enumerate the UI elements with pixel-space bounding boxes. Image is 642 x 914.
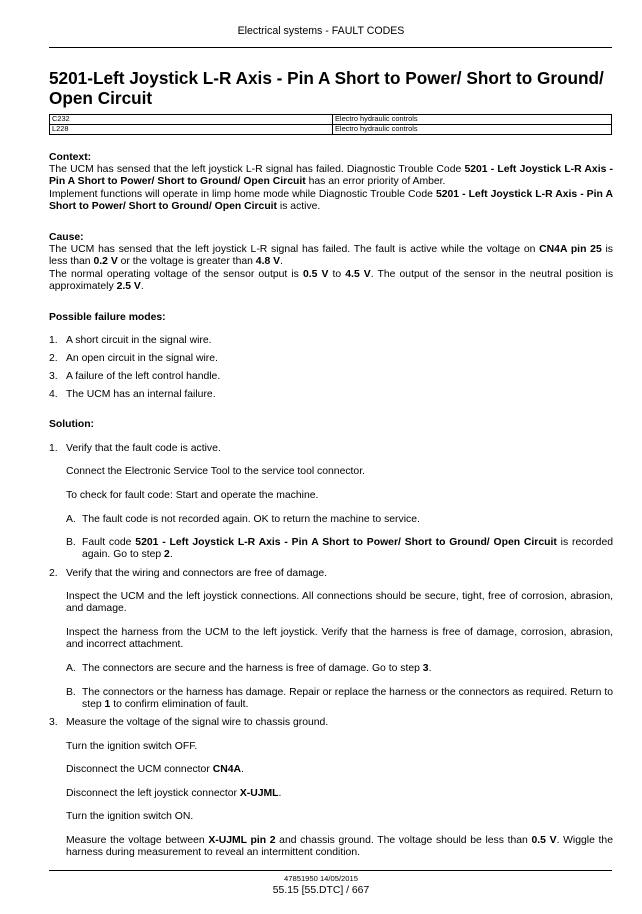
step-1-instruction: To check for fault code: Start and operate the machine.	[66, 490, 319, 501]
step-2-instruction: Inspect the harness from the UCM to the left joystick. Verify that the harness is free of damage, corrosion, abrasion, and incorrect attachment.	[66, 627, 613, 651]
footer-divider	[49, 870, 612, 871]
cause-paragraph-1: The UCM has sensed that the left joystick L-R signal has failed. The fault is active while the voltage on CN4A pin 25 is less than 0.2 V or the voltage is greater than 4.8 V.	[49, 244, 613, 268]
footer-document-reference: 47851950 14/05/2015	[284, 874, 358, 883]
step-3-instruction: Measure the voltage between X-UJML pin 2 and chassis ground. The voltage should be less than 0.5 V. Wiggle the harness during measurement to reveal an intermittent condition.	[66, 835, 613, 859]
step-3-instruction: Turn the ignition switch OFF.	[66, 741, 198, 752]
step-3-instruction: Disconnect the UCM connector CN4A.	[66, 764, 244, 775]
context-paragraph-1: The UCM has sensed that the left joystick L-R signal has failed. Diagnostic Trouble Code 5201 - Left Joystick L-R Axis - Pin A Short to Power/ Short to Ground/ Open Circuit has an error priority of Amber.	[49, 164, 613, 188]
step-1-instruction: Connect the Electronic Service Tool to the service tool connector.	[66, 466, 365, 477]
fault-code-title: 5201-Left Joystick L-R Axis - Pin A Short to Power/ Short to Ground/ Open Circuit	[49, 68, 604, 109]
context-heading: Context:	[49, 152, 92, 163]
table-row	[50, 125, 612, 135]
step-3-instruction: Turn the ignition switch ON.	[66, 811, 194, 822]
table-row	[50, 115, 612, 125]
step-3-instruction: Disconnect the left joystick connector X-UJML.	[66, 788, 282, 799]
running-header: Electrical systems - FAULT CODES	[237, 25, 405, 37]
model-cell: C232	[50, 115, 333, 125]
model-configuration-table	[49, 114, 612, 135]
configuration-cell: Electro hydraulic controls	[333, 125, 612, 135]
failure-modes-heading: Possible failure modes:	[49, 312, 166, 323]
header-divider	[49, 47, 612, 48]
context-paragraph-2: Implement functions will operate in limp home mode while Diagnostic Trouble Code 5201 - Left Joystick L-R Axis - Pin A Short to Power/ Short to Ground/ Open Circuit is active.	[49, 189, 613, 213]
cause-paragraph-2: The normal operating voltage of the sensor output is 0.5 V to 4.5 V. The output of the sensor in the neutral position is approximately 2.5 V.	[49, 269, 614, 293]
solution-heading: Solution:	[49, 419, 95, 430]
cause-heading: Cause:	[49, 232, 84, 243]
footer-page-reference: 55.15 [55.DTC] / 667	[272, 885, 370, 896]
model-cell: L228	[50, 125, 333, 135]
step-2-instruction: Inspect the UCM and the left joystick connections. All connections should be secure, tight, free of corrosion, abrasion, and damage.	[66, 591, 613, 615]
configuration-cell: Electro hydraulic controls	[333, 115, 612, 125]
